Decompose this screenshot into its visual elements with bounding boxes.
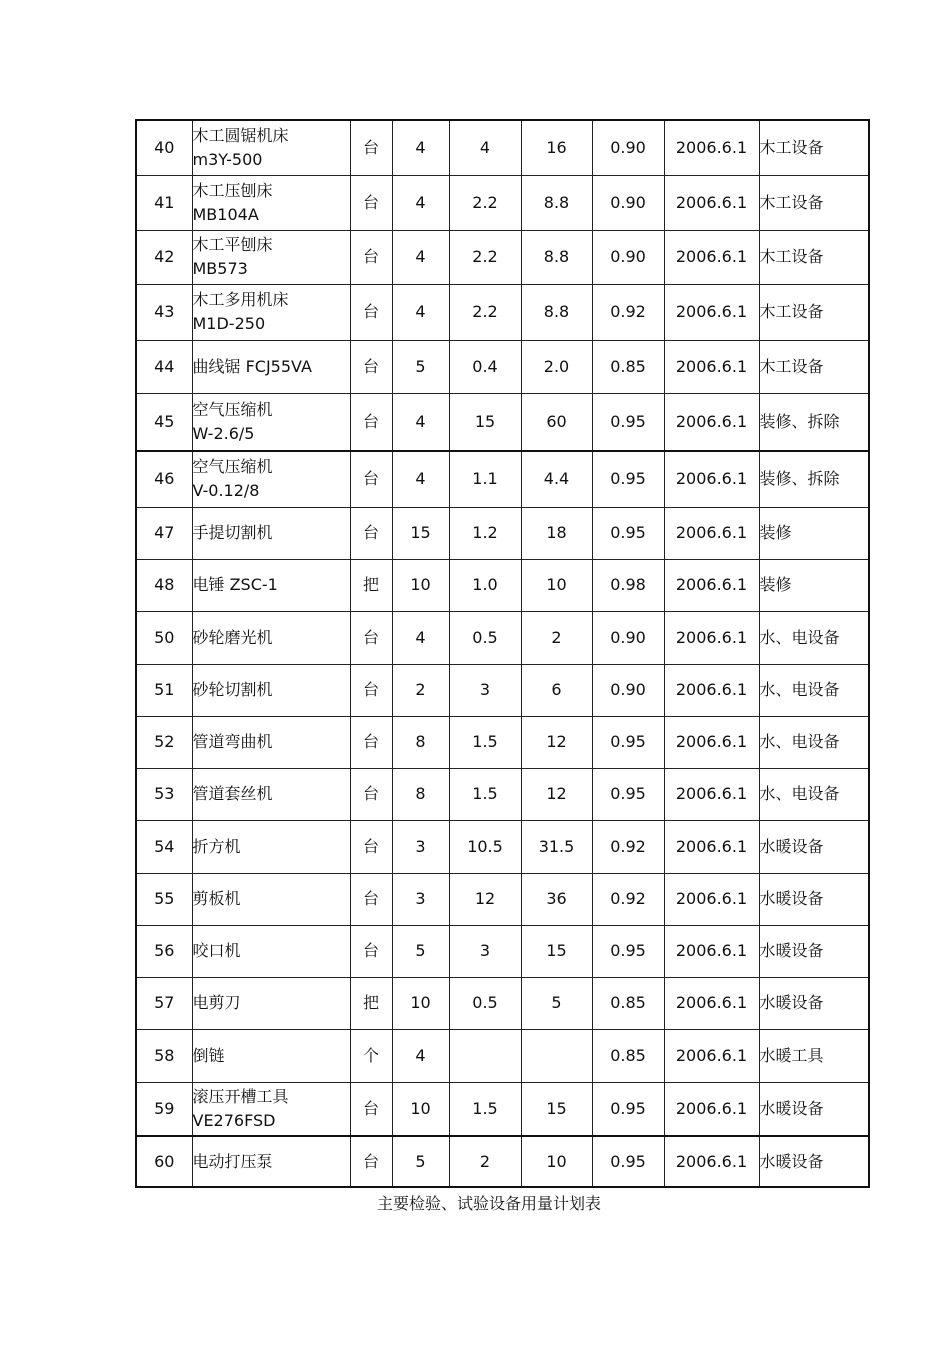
equipment-name-line: M1D-250 [192,314,266,333]
unit-cell: 台 [350,768,392,820]
date-cell: 2006.6.1 [664,768,759,820]
equipment-name-line: V-0.12/8 [192,481,260,501]
date-cell: 2006.6.1 [664,559,759,611]
date-cell: 2006.6.1 [664,820,759,873]
factor-cell: 0.95 [592,716,664,768]
equipment-name-line: 木工平刨床 [192,235,273,254]
factor-cell: 0.95 [592,925,664,977]
power-cell: 1.0 [449,559,521,611]
equipment-name-line: 剪板机 [192,889,241,908]
table-row [136,120,869,175]
quantity-cell: 3 [392,820,449,873]
total-power-cell: 12 [521,768,592,820]
unit-cell: 台 [350,611,392,664]
date-cell: 2006.6.1 [664,1136,759,1187]
usage-note-cell: 水暖设备 [759,925,869,977]
row-number: 53 [136,768,192,820]
row-number: 60 [136,1136,192,1187]
power-cell: 10.5 [449,820,521,873]
equipment-name-line: W-2.6/5 [192,423,255,443]
row-number: 51 [136,664,192,716]
table-row [136,1029,869,1082]
usage-note-cell: 木工设备 [759,120,869,175]
power-cell: 4 [449,120,521,175]
usage-note-cell: 装修、拆除 [759,451,869,507]
usage-note-cell: 水、电设备 [759,716,869,768]
factor-cell: 0.95 [592,393,664,451]
unit-cell: 台 [350,1136,392,1187]
date-cell: 2006.6.1 [664,925,759,977]
unit-cell: 台 [350,175,392,230]
unit-cell: 台 [350,451,392,507]
row-number: 58 [136,1029,192,1082]
factor-cell: 0.95 [592,451,664,507]
equipment-name-line: 砂轮切割机 [192,680,273,699]
power-cell: 2 [449,1136,521,1187]
total-power-cell: 6 [521,664,592,716]
row-number: 54 [136,820,192,873]
table-row [136,284,869,340]
quantity-cell: 15 [392,507,449,559]
equipment-name [192,925,350,977]
date-cell: 2006.6.1 [664,977,759,1029]
equipment-name [192,284,350,340]
unit-cell: 台 [350,120,392,175]
quantity-cell: 10 [392,559,449,611]
power-cell: 12 [449,873,521,925]
quantity-cell: 4 [392,120,449,175]
total-power-cell: 18 [521,507,592,559]
table-row [136,559,869,611]
equipment-name-line: 空气压缩机 [192,457,273,477]
quantity-cell: 8 [392,768,449,820]
unit-cell: 把 [350,559,392,611]
equipment-name-line: 木工圆锯机床 [192,125,289,145]
equipment-name [192,873,350,925]
power-cell: 0.4 [449,340,521,393]
row-number: 48 [136,559,192,611]
equipment-name-line: VE276FSD [192,1110,276,1130]
date-cell: 2006.6.1 [664,873,759,925]
equipment-name-line: 管道套丝机 [192,784,273,803]
factor-cell: 0.92 [592,284,664,340]
table-row [136,925,869,977]
equipment-name-line: 折方机 [192,836,241,856]
usage-note-cell: 装修、拆除 [759,393,869,451]
date-cell: 2006.6.1 [664,393,759,451]
row-number: 44 [136,340,192,393]
row-number: 45 [136,393,192,451]
table-row [136,1082,869,1136]
usage-note-cell: 装修 [759,559,869,611]
usage-note-cell: 水暖设备 [759,820,869,873]
equipment-name [192,340,350,393]
factor-cell: 0.95 [592,1136,664,1187]
factor-cell: 0.90 [592,175,664,230]
total-power-cell: 4.4 [521,451,592,507]
date-cell: 2006.6.1 [664,230,759,284]
equipment-name-line: 电锤 ZSC-1 [192,575,278,594]
equipment-name-line: 咬口机 [192,941,241,960]
usage-note-cell: 木工设备 [759,284,869,340]
factor-cell: 0.90 [592,664,664,716]
quantity-cell: 10 [392,977,449,1029]
usage-note-cell: 水、电设备 [759,664,869,716]
total-power-cell [521,1029,592,1082]
equipment-name [192,716,350,768]
unit-cell: 台 [350,393,392,451]
unit-cell: 台 [350,716,392,768]
date-cell: 2006.6.1 [664,1082,759,1136]
equipment-name-line: 木工多用机床 [192,290,289,309]
table-row [136,1136,869,1187]
quantity-cell: 10 [392,1082,449,1136]
equipment-name [192,1082,350,1136]
usage-note-cell: 水、电设备 [759,611,869,664]
equipment-name [192,1136,350,1187]
equipment-name [192,977,350,1029]
table-row [136,451,869,507]
equipment-name [192,664,350,716]
usage-note-cell: 水暖设备 [759,1082,869,1136]
quantity-cell: 3 [392,873,449,925]
unit-cell: 台 [350,820,392,873]
row-number: 43 [136,284,192,340]
total-power-cell: 15 [521,1082,592,1136]
unit-cell: 台 [350,230,392,284]
equipment-name-line: 电剪刀 [192,993,241,1012]
table-row [136,716,869,768]
row-number: 41 [136,175,192,230]
table-caption: 主要检验、试验设备用量计划表 [376,1194,601,1213]
factor-cell: 0.95 [592,507,664,559]
usage-note-cell: 水、电设备 [759,768,869,820]
total-power-cell: 2.0 [521,340,592,393]
equipment-name [192,393,350,451]
power-cell: 2.2 [449,230,521,284]
table-row [136,873,869,925]
equipment-name-line: 电动打压泵 [192,1151,273,1171]
date-cell: 2006.6.1 [664,1029,759,1082]
factor-cell: 0.95 [592,1082,664,1136]
equipment-name-line: MB104A [192,204,259,224]
date-cell: 2006.6.1 [664,507,759,559]
row-number: 59 [136,1082,192,1136]
table-row [136,768,869,820]
total-power-cell: 36 [521,873,592,925]
row-number: 57 [136,977,192,1029]
quantity-cell: 4 [392,284,449,340]
power-cell: 2.2 [449,175,521,230]
factor-cell: 0.98 [592,559,664,611]
factor-cell: 0.90 [592,611,664,664]
equipment-name [192,820,350,873]
table-row [136,664,869,716]
power-cell: 0.5 [449,977,521,1029]
table-row [136,175,869,230]
row-number: 55 [136,873,192,925]
equipment-name [192,559,350,611]
power-cell: 2.2 [449,284,521,340]
equipment-name [192,507,350,559]
quantity-cell: 5 [392,1136,449,1187]
total-power-cell: 8.8 [521,284,592,340]
total-power-cell: 5 [521,977,592,1029]
equipment-name-line: 砂轮磨光机 [192,627,273,647]
row-number: 40 [136,120,192,175]
quantity-cell: 4 [392,175,449,230]
total-power-cell: 2 [521,611,592,664]
unit-cell: 把 [350,977,392,1029]
total-power-cell: 12 [521,716,592,768]
equipment-name [192,175,350,230]
unit-cell: 台 [350,664,392,716]
usage-note-cell: 木工设备 [759,175,869,230]
power-cell [449,1029,521,1082]
power-cell: 3 [449,664,521,716]
row-number: 52 [136,716,192,768]
equipment-name [192,768,350,820]
usage-note-cell: 水暖设备 [759,873,869,925]
quantity-cell: 4 [392,1029,449,1082]
power-cell: 1.2 [449,507,521,559]
row-number: 42 [136,230,192,284]
equipment-name [192,1029,350,1082]
table-row [136,340,869,393]
table-row [136,230,869,284]
power-cell: 1.5 [449,1082,521,1136]
table-row [136,507,869,559]
total-power-cell: 8.8 [521,230,592,284]
power-cell: 0.5 [449,611,521,664]
equipment-table [135,119,870,1188]
table-body [136,120,869,1187]
total-power-cell: 10 [521,559,592,611]
date-cell: 2006.6.1 [664,716,759,768]
date-cell: 2006.6.1 [664,451,759,507]
unit-cell: 台 [350,507,392,559]
total-power-cell: 8.8 [521,175,592,230]
total-power-cell: 10 [521,1136,592,1187]
equipment-name-line: 手提切割机 [192,523,273,542]
total-power-cell: 60 [521,393,592,451]
quantity-cell: 4 [392,611,449,664]
factor-cell: 0.92 [592,873,664,925]
factor-cell: 0.90 [592,230,664,284]
unit-cell: 台 [350,340,392,393]
equipment-name-line: m3Y-500 [192,149,263,169]
usage-note-cell: 装修 [759,507,869,559]
factor-cell: 0.92 [592,820,664,873]
quantity-cell: 4 [392,393,449,451]
row-number: 50 [136,611,192,664]
equipment-name-line: 管道弯曲机 [192,732,273,751]
date-cell: 2006.6.1 [664,120,759,175]
equipment-name-line: 木工压刨床 [192,180,273,200]
quantity-cell: 4 [392,451,449,507]
row-number: 47 [136,507,192,559]
equipment-name [192,611,350,664]
quantity-cell: 4 [392,230,449,284]
quantity-cell: 8 [392,716,449,768]
equipment-name [192,230,350,284]
equipment-name [192,451,350,507]
unit-cell: 台 [350,1082,392,1136]
power-cell: 1.5 [449,768,521,820]
table-row [136,393,869,451]
date-cell: 2006.6.1 [664,284,759,340]
table-row [136,977,869,1029]
unit-cell: 台 [350,284,392,340]
quantity-cell: 5 [392,340,449,393]
factor-cell: 0.85 [592,977,664,1029]
power-cell: 15 [449,393,521,451]
unit-cell: 台 [350,925,392,977]
usage-note-cell: 木工设备 [759,230,869,284]
factor-cell: 0.90 [592,120,664,175]
unit-cell: 台 [350,873,392,925]
usage-note-cell: 水暖设备 [759,1136,869,1187]
date-cell: 2006.6.1 [664,664,759,716]
row-number: 56 [136,925,192,977]
factor-cell: 0.95 [592,768,664,820]
usage-note-cell: 水暖工具 [759,1029,869,1082]
row-number: 46 [136,451,192,507]
usage-note-cell: 水暖设备 [759,977,869,1029]
factor-cell: 0.85 [592,1029,664,1082]
quantity-cell: 5 [392,925,449,977]
table-row [136,611,869,664]
date-cell: 2006.6.1 [664,175,759,230]
equipment-name-line: 滚压开槽工具 [192,1086,289,1106]
date-cell: 2006.6.1 [664,611,759,664]
equipment-name [192,120,350,175]
table-row [136,820,869,873]
date-cell: 2006.6.1 [664,340,759,393]
equipment-name-line: 曲线锯 FCJ55VA [192,356,312,376]
power-cell: 1.5 [449,716,521,768]
total-power-cell: 15 [521,925,592,977]
quantity-cell: 2 [392,664,449,716]
unit-cell: 个 [350,1029,392,1082]
usage-note-cell: 木工设备 [759,340,869,393]
power-cell: 1.1 [449,451,521,507]
factor-cell: 0.85 [592,340,664,393]
equipment-name-line: 倒链 [192,1045,225,1065]
equipment-name-line: 空气压缩机 [192,399,273,419]
total-power-cell: 31.5 [521,820,592,873]
power-cell: 3 [449,925,521,977]
equipment-name-line: MB573 [192,259,248,278]
total-power-cell: 16 [521,120,592,175]
